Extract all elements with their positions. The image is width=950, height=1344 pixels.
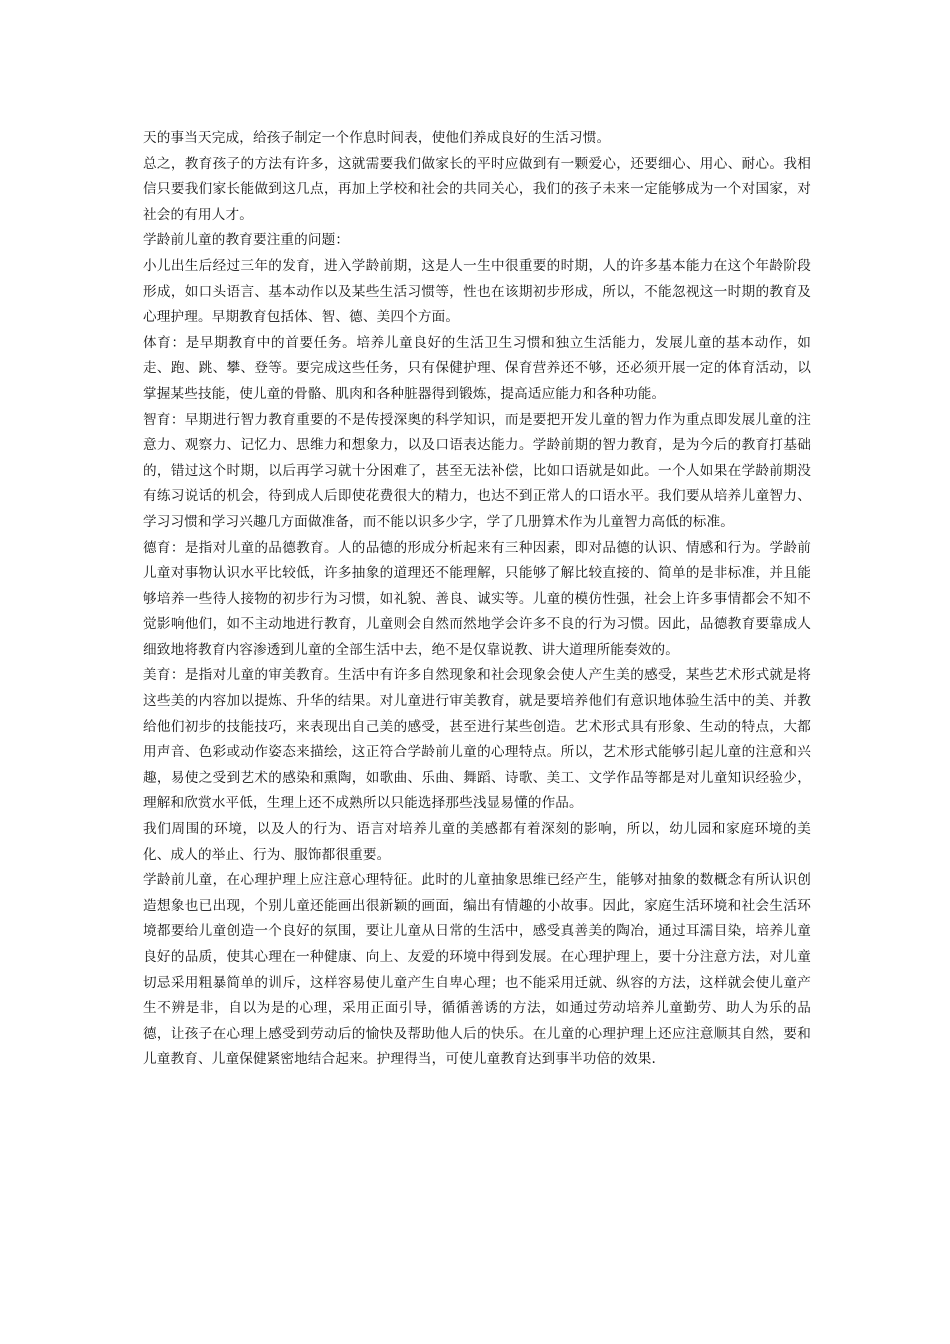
paragraph-summary: 总之，教育孩子的方法有许多，这就需要我们做家长的平时应做到有一颗爱心，还要细心、用心、耐心。我相信只要我们家长能做到这几点，再加上学校和社会的共同关心，我们的孩子未来一定能够成为一个对国家，对社会的有用人才。: [143, 155, 811, 223]
paragraph-preschool-heading: 学龄前儿童的教育要注重的问题：: [143, 232, 350, 249]
paragraph-preschool-intro: 小儿出生后经过三年的发育，进入学龄前期，这是人一生中很重要的时期，人的许多基本能力在这个年龄阶段形成，如口头语言、基本动作以及某些生活习惯等，性也在该期初步形成，所以，不能忽视这一时期的教育及心理护理。早期教育包括体、智、德、美四个方面。: [143, 257, 811, 326]
paragraph-moral-education: 德育：是指对儿童的品德教育。人的品德的形成分析起来有三种因素，即对品德的认识、情感和行为。学龄前儿童对事物认识水平比较低，许多抽象的道理还不能理解，只能够了解比较直接的、简单的是非标准，并且能够培养一些待人接物的初步行为习惯，如礼貌、善良、诚实等。儿童的模仿性强，社会上许多事情都会不知不觉影响他们，如不主动地进行教育，儿童则会自然而然地学会许多不良的行为习惯。因此，品德教育要靠成人细致地将教育内容渗透到儿童的全部生活中去，绝不是仅靠说教、讲大道理所能奏效的。: [143, 539, 811, 658]
document-body: [143, 126, 811, 1073]
paragraph-physical-education: 体育：是早期教育中的首要任务。培养儿童良好的生活卫生习惯和独立生活能力，发展儿童的基本动作，如走、跑、跳、攀、登等。要完成这些任务，只有保健护理、保育营养还不够，还必须开展一定的体育活动，以掌握某些技能，使儿童的骨骼、肌肉和各种脏器得到锻炼，提高适应能力和各种功能。: [143, 334, 811, 402]
paragraph-aesthetic-education: 美育：是指对儿童的审美教育。生活中有许多自然现象和社会现象会使人产生美的感受，某些艺术形式就是将这些美的内容加以提炼、升华的结果。对儿童进行审美教育，就是要培养他们有意识地体验生活中的美、并教给他们初步的技能技巧，来表现出自己美的感受，甚至进行某些创造。艺术形式具有形象、生动的特点，大都用声音、色彩或动作姿态来描绘，这正符合学龄前儿童的心理特点。所以，艺术形式能够引起儿童的注意和兴趣，易使之受到艺术的感染和熏陶，如歌曲、乐曲、舞蹈、诗歌、美工、文学作品等都是对儿童知识经验少，理解和欣赏水平低，生理上还不成熟所以只能选择那些浅显易懂的作品。: [143, 667, 811, 812]
paragraph-intellectual-education: 智育：早期进行智力教育重要的不是传授深奥的科学知识，而是要把开发儿童的智力作为重点即发展儿童的注意力、观察力、记忆力、思维力和想象力，以及口语表达能力。学龄前期的智力教育，是为今后的教育打基础的，错过这个时期，以后再学习就十分困难了，甚至无法补偿，比如口语就是如此。一个人如果在学龄前期没有练习说话的机会，待到成人后即使花费很大的精力，也达不到正常人的口语水平。我们要从培养儿童智力、学习习惯和学习兴趣几方面做准备，而不能以识多少字，学了几册算术作为儿童智力高低的标准。: [143, 411, 811, 530]
paragraph-psychological-care: 学龄前儿童，在心理护理上应注意心理特征。此时的儿童抽象思维已经产生，能够对抽象的数概念有所认识创造想象也已出现，个别儿童还能画出很新颖的画面，编出有情趣的小故事。因此，家庭生活环境和社会生活环境都要给儿童创造一个良好的氛围，要让儿童从日常的生活中，感受真善美的陶冶，通过耳濡目染，培养儿童良好的品质，使其心理在一种健康、向上、友爱的环境中得到发展。在心理护理上，要十分注意方法，对儿童切忌采用粗暴简单的训斥，这样容易使儿童产生自卑心理；也不能采用迁就、纵容的方法，这样就会使儿童产生不辨是非，自以为是的心理，采用正面引导，循循善诱的方法，如通过劳动培养儿童勤劳、助人为乐的品德，让孩子在心理上感受到劳动后的愉快及帮助他人后的快乐。在儿童的心理护理上还应注意顺其自然，要和儿童教育、儿童保健紧密地结合起来。护理得当，可使儿童教育达到事半功倍的效果.: [143, 872, 811, 1068]
paragraph-environment: 我们周围的环境，以及人的行为、语言对培养儿童的美感都有着深刻的影响，所以，幼儿园和家庭环境的美化、成人的举止、行为、服饰都很重要。: [143, 821, 811, 863]
paragraph-schedule-habit: 天的事当天完成，给孩子制定一个作息时间表，使他们养成良好的生活习惯。: [143, 130, 611, 146]
